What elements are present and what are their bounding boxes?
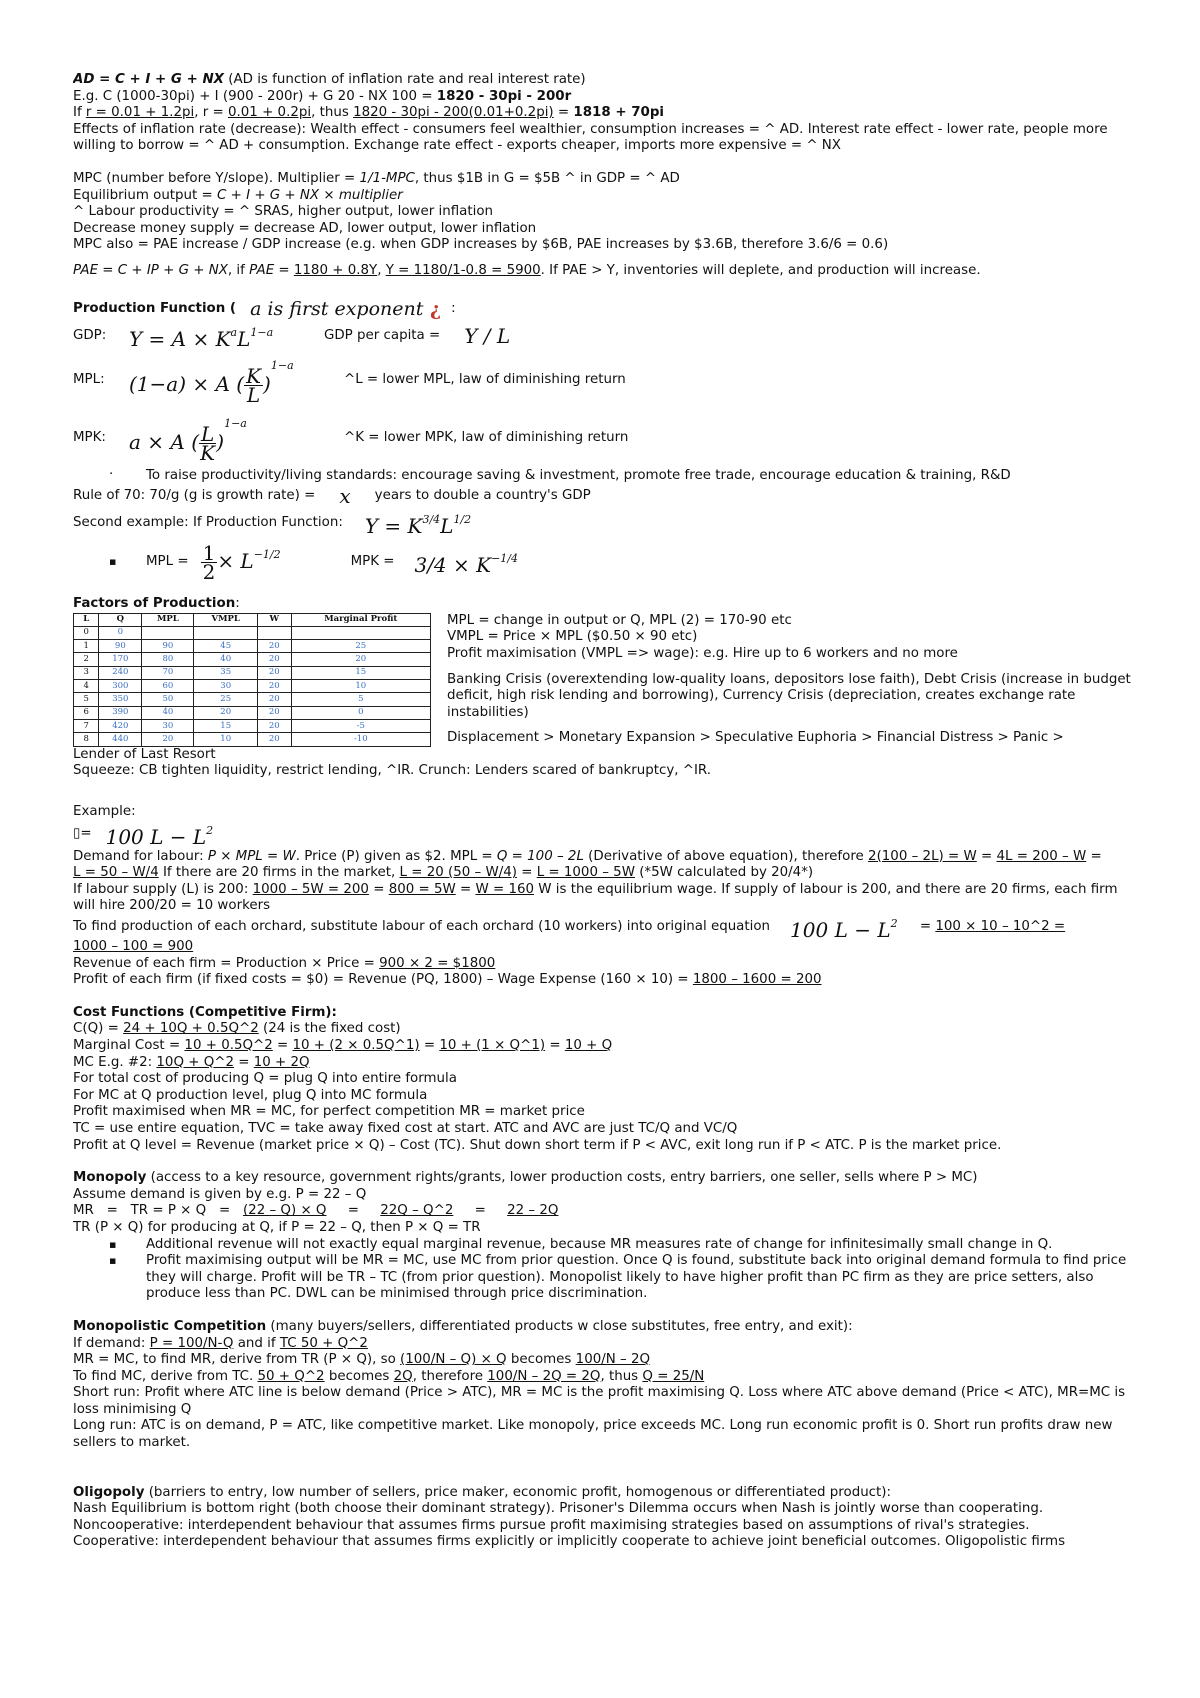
table-cell: 0 [291,706,430,719]
table-cell: 40 [194,653,257,666]
text: = [915,918,936,934]
orchard-production-row [73,915,1143,942]
table-cell: 440 [99,733,142,746]
orchard-equation: 100 $L - L^2$ [790,916,898,942]
factors-block [73,613,1143,747]
mpc-line-1 [73,171,1143,188]
second-example-eq: $Y = K^{3/4}L^{1/2}$ [364,512,472,538]
text: . If PAE > Y, inventories will deplete, and production will increase. [540,262,981,278]
cost-line-3: MC E.g. #2: 10Q + Q^2 = 10 + 2Q [73,1054,310,1070]
text: , [377,262,386,278]
second-example-row [73,508,1143,538]
text: 100 × 10 – 10^2 = [935,918,1066,934]
table-cell: 45 [194,640,257,653]
example-label: Example: [73,804,136,820]
table-cell: 90 [142,640,194,653]
ad-formula: AD = C + I + G + NX [73,72,224,87]
table-cell: 20 [257,706,291,719]
ad-example-result: 1820 - 30pi - 200r [436,88,572,104]
oligopoly-line-1: Nash Equilibrium is bottom right (both choose their dominant strategy). Prisoner's Dilemma occurs when Nash is jointly worse than cooperating. [73,1501,1044,1517]
equilibrium-formula: C + I + G + NX × multiplier [217,187,403,203]
table-cell: 90 [99,640,142,653]
text: , r = [194,105,228,121]
text: = [553,105,574,121]
table-cell: 20 [257,693,291,706]
table-cell: 20 [257,640,291,653]
table-cell: 7 [74,720,99,733]
bullet-icon: ▪ [109,554,117,568]
table-header-row [74,613,431,626]
mpk-note: ^K = lower MPK, law of diminishing return [344,430,629,446]
mpl-note: ^L = lower MPL, law of diminishing return [344,372,626,388]
mpk-row [73,410,1143,468]
oligopoly-line-3: Cooperative: interdependent behaviour that assumes firms explicitly or implicitly cooperate to achieve joint beneficial outcomes. Oligopolistic firms [73,1534,1066,1550]
ad-line-2 [73,89,1143,106]
orchard-result: 1000 – 100 = 900 [73,939,194,955]
document-page [73,72,1143,1551]
vmpl-definition: VMPL = Price × MPL ($0.50 × 90 etc) [446,629,698,645]
pae-formula: PAE = C + IP + G + NX [73,262,228,278]
table-cell: 30 [194,680,257,693]
rule-of-70-note: years to double a country's GDP [374,487,591,503]
table-row [74,666,431,679]
table-cell: 10 [194,733,257,746]
table-cell [142,626,194,639]
table-row [74,733,431,746]
table-cell: 20 [257,733,291,746]
text: , thus $1B in G = $5B ^ in GDP = ^ AD [414,170,680,186]
table-cell: 8 [74,733,99,746]
text: : [451,301,456,317]
squeeze-crunch: Squeeze: CB tighten liquidity, restrict lending, ^IR. Crunch: Lenders scared of bankruptcy, ^IR. [73,763,712,779]
table-row [74,640,431,653]
table-cell: 3 [74,666,99,679]
production-heading: Production Function ( [73,301,237,317]
text: 0.01 + 0.2pi [228,105,312,121]
text: , if [227,262,250,278]
oligopoly-line-2: Noncooperative: interdependent behaviour that assumes firms pursue profit maximising strategies based on assumptions of rival's strategies. [73,1517,1030,1533]
table-cell: 1 [74,640,99,653]
multiplier-formula: 1/1-MPC [359,170,415,186]
mpk2-equation: $3/4 \times K^{-1/4}$ [414,551,518,577]
table-cell [194,626,257,639]
gdp-label: GDP: [73,328,107,344]
table-cell: 35 [194,666,257,679]
mpc-line-2 [73,188,1143,205]
table-cell: 4 [74,680,99,693]
table-cell: 5 [291,693,430,706]
table-cell: 0 [74,626,99,639]
cost-line-5: For MC at Q production level, plug Q into MC formula [73,1087,428,1103]
table-cell: 20 [291,653,430,666]
example-equation: 100 $L - L^2$ [105,824,214,850]
table-cell: 30 [142,720,194,733]
mpc-line-4: Decrease money supply = decrease AD, lower output, lower inflation [73,220,537,236]
monocomp-long-run: Long run: ATC is on demand, P = ATC, like competitive market. Like monopoly, price exceeds MC. Long run economic profit is 0. Short run profits draw new sellers to market. [73,1418,1113,1451]
mpk-equation: a × A ( $\frac{L}{K}$ )$^{1-a}$ [129,416,247,465]
table-cell: 170 [99,653,142,666]
table-row [74,680,431,693]
text: To find production of each orchard, substitute labour of each orchard (10 workers) into original equation [73,918,771,934]
table-cell: 60 [142,680,194,693]
table-cell: -5 [291,720,430,733]
table-cell: 20 [257,666,291,679]
gdp-per-capita-eq: Y / L [464,324,511,349]
cost-line-8: Profit at Q level = Revenue (market price × Q) – Cost (TC). Shut down short term if P < AVC, exit long run if P < ATC. P is the market price. [73,1137,1002,1153]
col-header: VMPL [194,613,257,626]
table-row [74,720,431,733]
table-cell: 300 [99,680,142,693]
text: r = 0.01 + 1.2pi [85,105,195,121]
crisis-stages: Displacement > Monetary Expansion > Speculative Euphoria > Financial Distress > Panic > [446,730,1064,746]
list-item: ▪ Additional revenue will not exactly equal marginal revenue, because MR measures rate of change for infinitesimally small change in Q. [73,1237,1143,1254]
mpk2-label: MPK = [350,553,395,569]
lender-of-last-resort: Lender of Last Resort [73,746,216,762]
monocomp-line-3: To find MC, derive from TC. 50 + Q^2 becomes 2Q, therefore 100/N – 2Q = 2Q, thus Q = 25/N [73,1368,705,1384]
table-cell: 70 [142,666,194,679]
monopoly-line-2: MR = TR = P × Q = (22 – Q) × Q = 22Q – Q^2 = 22 – 2Q [73,1203,559,1219]
table-row [74,693,431,706]
table-cell: 20 [257,653,291,666]
production-heading-row [73,298,1143,322]
text: Y = 1180/1-0.8 = 5900 [385,262,541,278]
text: 1820 - 30pi - 200(0.01+0.2pi) [353,105,554,121]
labour-supply-line: If labour supply (L) is 200: 1000 – 5W = 200 = 800 = 5W = W = 160 W is the equilibrium wage. If supply of labour is 200, and there are 20 firms, each firm will hire 200/20 = 10 workers [73,881,1118,914]
table-cell: 5 [74,693,99,706]
inflation-effects: Effects of inflation rate (decrease): Wealth effect - consumers feel wealthier, consumption increases = ^ AD. Interest rate effect - lower rate, people more willing to borrow = ^ AD + consumption. Exchange rate effect - exports cheaper, imports more expensive = ^ NX [73,121,1108,154]
production-heading-eq: a is first exponent ¿ [250,298,442,321]
factors-notes [447,613,1143,747]
table-cell: 50 [142,693,194,706]
crisis-types: Banking Crisis (overextending low-quality loans, depositors lose faith), Debt Crisis (increase in budget deficit, high risk lending and borrowing), Currency Crisis (depreciation, creates exchange rate instabilities) [446,671,1131,720]
cost-line-7: TC = use entire equation, TVC = take away fixed cost at start. ATC and AVC are just TC/Q and VC/Q [73,1120,738,1136]
table-row [74,626,431,639]
mpc-line-3: ^ Labour productivity = ^ SRAS, higher output, lower inflation [73,204,494,220]
table-cell: 420 [99,720,142,733]
cost-line-1: C(Q) = 24 + 10Q + 0.5Q^2 (24 is the fixed cost) [73,1021,401,1037]
monopoly-line-3: TR (P × Q) for producing at Q, if P = 22 – Q, then P × Q = TR [73,1219,481,1235]
example-equation-row [73,821,1143,849]
table-cell: 0 [99,626,142,639]
mpk-label: MPK: [73,430,106,446]
table-cell: 15 [194,720,257,733]
table-cell: 240 [99,666,142,679]
revenue-line: Revenue of each firm = Production × Price = 900 × 2 = $1800 [73,955,496,971]
ad-example: E.g. C (1000-30pi) + I (900 - 200r) + G 20 - NX 100 = [73,88,437,104]
example-eq-prefix: ▯= [73,826,92,842]
factors-heading: Factors of Production: [73,596,240,612]
raise-productivity-item: · To raise productivity/living standards: encourage saving & investment, promote free trade, encourage education & training, R&D [73,468,1143,485]
monocomp-line-1: If demand: P = 100/N-Q and if TC 50 + Q^2 [73,1335,368,1351]
monocomp-heading: Monopolistic Competition (many buyers/sellers, differentiated products w close substitutes, free entry, and exit): [73,1318,853,1334]
col-header: Marginal Profit [291,613,430,626]
cost-heading: Cost Functions (Competitive Firm): [73,1004,337,1020]
cost-line-2: Marginal Cost = 10 + 0.5Q^2 = 10 + (2 × 0.5Q^1) = 10 + (1 × Q^1) = 10 + Q [73,1038,613,1053]
table-cell: 6 [74,706,99,719]
ad-note: (AD is function of inflation rate and real interest rate) [224,72,586,87]
second-example-label: Second example: If Production Function: [73,514,343,530]
table-cell: 40 [142,706,194,719]
text: = [274,262,294,278]
table-cell: -10 [291,733,430,746]
factors-table [73,613,431,747]
mpl-definition: MPL = change in output or Q, MPL (2) = 170-90 etc [446,612,792,628]
text: 1180 + 0.8Y [293,262,378,278]
labour-firms-line: L = 50 – W/4 If there are 20 firms in the market, L = 20 (50 – W/4) = L = 1000 – 5W (*5W calculated by 20/4*) [73,865,814,881]
col-header: L [74,613,99,626]
profit-line: Profit of each firm (if fixed costs = $0) = Revenue (PQ, 1800) – Wage Expense (160 × 10) = 1800 – 1600 = 200 [73,972,822,988]
text: If [73,105,86,121]
col-header: MPL [142,613,194,626]
demand-labour-line: Demand for labour: P × MPL = W. Price (P) given as $2. MPL = Q = 100 – 2L (Derivative of above equation), therefore 2(100 – 2L) = W = 4L = 200 – W = [73,848,1102,864]
table-cell [291,626,430,639]
table-cell: 15 [291,666,430,679]
table-cell: 20 [257,680,291,693]
table-cell: 20 [142,733,194,746]
mpl-mpk-second-row [73,538,1143,586]
mpc-line-5: MPC also = PAE increase / GDP increase (e.g. when GDP increases by $6B, PAE increases by $3.6B, therefore 3.6/6 = 0.6) [73,237,889,253]
mpl2-label: MPL = [146,553,189,569]
mpl-row [73,352,1143,410]
ad-line-3 [73,105,1143,122]
oligopoly-heading: Oligopoly (barriers to entry, low number of sellers, price maker, economic profit, homogenous or differentiated product): [73,1484,892,1500]
table-cell [257,626,291,639]
factors-title: Factors of Production [73,596,236,612]
monopoly-heading: Monopoly (access to a key resource, government rights/grants, lower production costs, entry barriers, one seller, sells where P > MC) [73,1170,978,1186]
gdp-row [73,322,1143,352]
col-header: W [257,613,291,626]
rule-of-70-label: Rule of 70: 70/g (g is growth rate) = [73,487,316,503]
cost-line-6: Profit maximised when MR = MC, for perfect competition MR = market price [73,1104,585,1120]
mpl2-equation: $\frac{1}{2}$ × $L^{-1/2}$ [202,540,281,584]
gdp-equation: $Y = A \times K^aL^{1-a}$ [129,326,274,352]
text: , thus [311,105,354,121]
table-cell: 2 [74,653,99,666]
table-cell: 25 [291,640,430,653]
table-row [74,653,431,666]
cost-line-4: For total cost of producing Q = plug Q into entire formula [73,1071,457,1087]
factors-table-body [74,626,431,746]
pae-line [73,263,1143,280]
table-cell: 350 [99,693,142,706]
gdp-per-capita-label: GDP per capita = [324,328,441,344]
table-cell: 20 [194,706,257,719]
ad-result: 1818 + 70pi [573,105,665,121]
mpl-equation: (1−a) × A ( $\frac{K}{L}$ )$^{1-a}$ [129,358,294,407]
monocomp-line-2: MR = MC, to find MR, derive from TR (P × Q), so (100/N – Q) × Q becomes 100/N – 2Q [73,1352,651,1368]
table-cell: 80 [142,653,194,666]
monopoly-line-1: Assume demand is given by e.g. P = 22 – Q [73,1186,367,1202]
table-cell: 25 [194,693,257,706]
profit-max-note: Profit maximisation (VMPL => wage): e.g. Hire up to 6 workers and no more [446,645,958,661]
ad-line-1 [73,72,1143,89]
rule-of-70-row [73,484,1143,508]
text: Equilibrium output = [73,187,218,203]
table-cell: 20 [257,720,291,733]
list-item: ▪ Profit maximising output will be MR = MC, use MC from prior question. Once Q is found, substitute back into original demand formula to find price they will charge. Profit will be TR – TC (from prior question). Monopolist likely to have higher profit than PC firm as they are price setters, also produce less than PC. DWL can be minimised through price discrimination. [73,1253,1143,1303]
rule-of-70-x: x [339,483,351,508]
mpl-label: MPL: [73,372,105,388]
table-cell: 10 [291,680,430,693]
text: MPC (number before Y/slope). Multiplier = [73,170,360,186]
text: PAE [249,262,275,278]
table-cell: 390 [99,706,142,719]
monocomp-short-run: Short run: Profit where ATC line is below demand (Price > ATC), MR = MC is the profit maximising Q. Loss where ATC above demand (Price < ATC), MR=MC is loss minimising Q [73,1385,1126,1417]
col-header: Q [99,613,142,626]
table-row [74,706,431,719]
